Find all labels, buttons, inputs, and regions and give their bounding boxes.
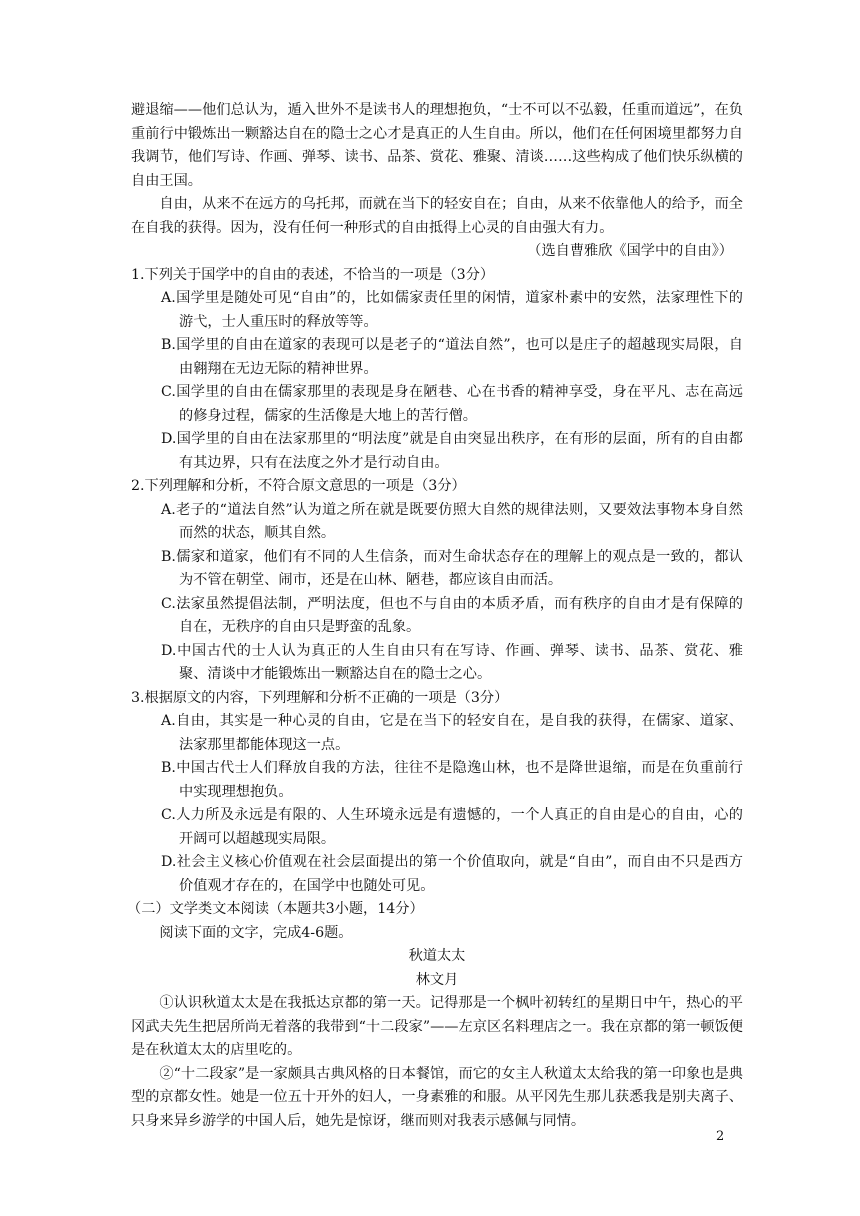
- page-content: [127, 99, 743, 1133]
- option-a: A.自由，其实是一种心灵的自由，它是在当下的轻安自在，是自我的获得，在儒家、道家、法家那里都能体现这一点。: [161, 713, 743, 753]
- option-c: C.国学里的自由在儒家那里的表现是身在陋巷、心在书香的精神享受，身在平凡、志在高远的修身过程，儒家的生活像是大地上的苦行僧。: [161, 384, 743, 424]
- option-d: D.国学里的自由在法家那里的“明法度”就是自由突显出秩序，在有形的层面，所有的自由都有其边界，只有在法度之外才是行动自由。: [161, 431, 743, 471]
- intro-paragraph-2: 自由，从来不在远方的乌托邦，而就在当下的轻安自在；自由，从来不依靠他人的给予，而全在自我的获得。因为，没有任何一种形式的自由抵得上心灵的自由强大有力。: [131, 196, 743, 236]
- question-stem: 3.根据原文的内容，下列理解和分析不正确的一项是（3分）: [131, 689, 509, 706]
- question-2: [131, 475, 743, 687]
- question-stem: 2.下列理解和分析，不符合原文意思的一项是（3分）: [131, 478, 466, 494]
- option-d: D.社会主义核心价值观在社会层面提出的第一个价值取向，就是“自由”，而自由不只是西方价值观才存在的，在国学中也随处可见。: [161, 854, 743, 894]
- option-d: D.中国古代的士人认为真正的人生自由只有在写诗、作画、弹琴、读书、品茶、赏花、雅聚、清谈中才能锻炼出一颗豁达自在的隐士之心。: [161, 642, 743, 682]
- question-3: [131, 687, 743, 899]
- option-c: C.法家虽然提倡法制，严明法度，但也不与自由的本质矛盾，而有秩序的自由才是有保障的自在，无秩序的自由只是野蛮的乱象。: [161, 595, 743, 635]
- section-heading: （二）文学类文本阅读（本题共3小题，14分）: [127, 901, 424, 917]
- option-a: A.老子的“道法自然”认为道之所在就是既要仿照大自然的规律法则，又要效法事物本身自然而然的状态，顺其自然。: [161, 501, 743, 541]
- question-stem: 1.下列关于国学中的自由的表述，不恰当的一项是（3分）: [131, 266, 495, 283]
- article-paragraph-2: ②“十二段家”是一家颇具古典风格的日本餐馆，而它的女主人秋道太太给我的第一印象也是典型的京都女性。她是一位五十开外的妇人，一身素雅的和服。从平冈先生那儿获悉我是别夫离子、只身来异乡游学的中国人后，她先是惊讶，继而则对我表示感佩与同情。: [131, 1065, 743, 1129]
- article-title: 秋道太太: [408, 948, 466, 964]
- option-b: B.儒家和道家，他们有不同的人生信条，而对生命状态存在的理解上的观点是一致的，都认为不管在朝堂、闹市，还是在山林、陋巷，都应该自由而活。: [161, 548, 743, 588]
- option-c: C.人力所及永远是有限的、人生环境永远是有遗憾的，一个人真正的自由是心的自由，心的开阔可以超越现实局限。: [161, 807, 743, 847]
- article-paragraph-1: ①认识秋道太太是在我抵达京都的第一天。记得那是一个枫叶初转红的星期日中午，热心的平冈武夫先生把居所尚无着落的我带到“十二段家”——左京区名料理店之一。我在京都的第一顿饭便是在秋道太太的店里吃的。: [131, 995, 743, 1058]
- option-b: B.中国古代士人们释放自我的方法，往往不是隐逸山林，也不是降世退缩，而是在负重前行中实现理想抱负。: [161, 760, 743, 800]
- page-number: 2: [716, 1129, 725, 1144]
- option-a: A.国学里是随处可见“自由”的，比如儒家责任里的闲情，道家朴素中的安然，法家理性下的游弋，士人重压时的释放等等。: [161, 290, 743, 330]
- article-author: 林文月: [415, 971, 459, 988]
- section-instruction: 阅读下面的文字，完成4-6题。: [159, 924, 353, 941]
- option-b: B.国学里的自由在道家的表现可以是老子的“道法自然”，也可以是庄子的超越现实局限，自由翱翔在无边无际的精神世界。: [161, 337, 743, 377]
- question-1: [131, 264, 743, 476]
- intro-paragraph-1: 避退缩——他们总认为，遁入世外不是读书人的理想抱负，“士不可以不弘毅，任重而道远”，在负重前行中锻炼出一颗豁达自在的隐士之心才是真正的人生自由。所以，他们在任何困境里都努力自我调节，他们写诗、作画、弹琴、读书、品茶、赏花、雅聚、清谈……这些构成了他们快乐纵横的自由王国。: [131, 102, 743, 189]
- source-citation: （选自曹雅欣《国学中的自由》）: [527, 243, 733, 259]
